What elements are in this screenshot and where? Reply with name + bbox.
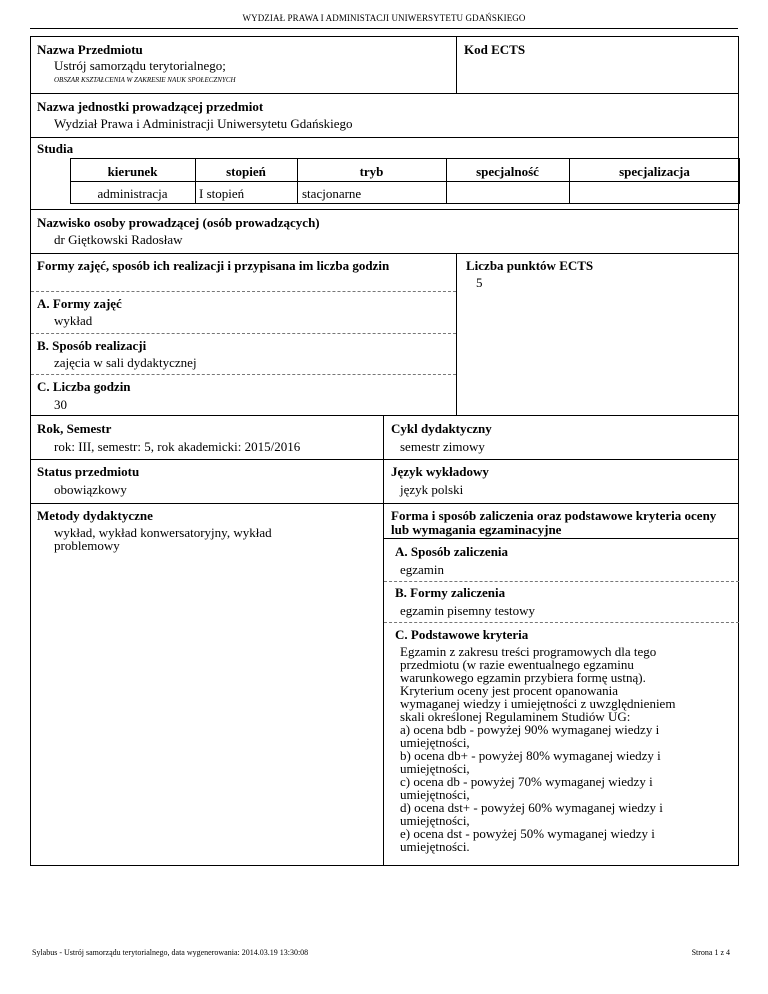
subject-label: Nazwa Przedmiotu <box>37 42 143 57</box>
studies-table-rowline <box>70 181 740 182</box>
status-value: obowiązkowy <box>54 482 127 497</box>
assessment-b-label: B. Formy zaliczenia <box>395 585 506 600</box>
subject-value: Ustrój samorządu terytorialnego; <box>54 58 226 73</box>
cycle-label: Cykl dydaktyczny <box>391 421 492 436</box>
status-label: Status przedmiotu <box>37 464 140 479</box>
footer-left: Sylabus - Ustrój samorządu terytorialnego, data wygenerowania: 2014.03.19 13:30:08 <box>32 948 309 957</box>
criteria-line: przedmiotu (w razie ewentualnego egzaminu <box>400 657 634 672</box>
criteria-line: umiejętności, <box>400 735 470 750</box>
forms-a-label: A. Formy zajęć <box>37 296 122 311</box>
header-rule <box>30 28 738 29</box>
methods-divider <box>383 503 384 866</box>
studies-cell-stopien: I stopień <box>199 186 245 201</box>
studies-col-tryb: tryb <box>359 164 384 179</box>
lecturer-value: dr Giętkowski Radosław <box>54 232 183 247</box>
assessment-a-value: egzamin <box>400 562 445 577</box>
subject-divider <box>456 36 457 94</box>
subject-area: OBSZAR KSZTAŁCENIA W ZAKRESIE NAUK SPOŁECZNYCH <box>54 76 236 84</box>
status-divider <box>383 459 384 504</box>
forms-divider <box>456 253 457 416</box>
forms-b-value: zajęcia w sali dydaktycznej <box>54 355 197 370</box>
studies-cell-kierunek: administracja <box>97 186 168 201</box>
criteria-line: e) ocena dst - powyżej 50% wymaganej wiedzy i <box>400 826 655 841</box>
criteria-line: c) ocena db - powyżej 70% wymaganej wiedzy i <box>400 774 653 789</box>
criteria-line: umiejętności, <box>400 761 470 776</box>
assessment-label: Forma i sposób zaliczenia oraz podstawowe kryteria oceny lub wymagania egzaminacyjne <box>391 508 717 537</box>
language-label: Język wykładowy <box>391 464 489 479</box>
criteria-line: b) ocena db+ - powyżej 80% wymaganej wiedzy i <box>400 748 661 763</box>
language-value: język polski <box>400 482 464 497</box>
criteria-line: a) ocena bdb - powyżej 90% wymaganej wiedzy i <box>400 722 660 737</box>
criteria-line: skali określonej Regulaminem Studiów UG: <box>400 709 631 724</box>
forms-c-value: 30 <box>54 397 67 412</box>
forms-section <box>30 253 739 416</box>
assessment-b-value: egzamin pisemny testowy <box>400 603 536 618</box>
ects-points-label: Liczba punktów ECTS <box>466 258 594 273</box>
assessment-c-label: C. Podstawowe kryteria <box>395 627 529 642</box>
forms-label: Formy zajęć, sposób ich realizacji i przypisana im liczba godzin <box>37 258 390 273</box>
studies-cell-tryb: stacjonarne <box>302 186 362 201</box>
page-header: WYDZIAŁ PRAWA I ADMINISTACJI UNIWERSYTETU GDAŃSKIEGO <box>242 13 526 23</box>
forms-b-label: B. Sposób realizacji <box>37 338 147 353</box>
studies-label: Studia <box>37 141 74 156</box>
criteria-line: warunkowego egzamin przybiera formę ustną). <box>400 670 646 685</box>
forms-c-label: C. Liczba godzin <box>37 379 131 394</box>
ects-code-label: Kod ECTS <box>464 42 526 57</box>
year-label: Rok, Semestr <box>37 421 112 436</box>
forms-a-value: wykład <box>54 313 93 328</box>
studies-col-kierunek: kierunek <box>107 164 158 179</box>
assessment-a-label: A. Sposób zaliczenia <box>395 544 509 559</box>
criteria-line: d) ocena dst+ - powyżej 60% wymaganej wiedzy i <box>400 800 663 815</box>
criteria-line: umiejętności, <box>400 787 470 802</box>
studies-col-specjalnosc: specjalność <box>476 164 539 179</box>
year-value: rok: III, semestr: 5, rok akademicki: 2015/2016 <box>54 439 301 454</box>
methods-label: Metody dydaktyczne <box>37 508 153 523</box>
cycle-value: semestr zimowy <box>400 439 485 454</box>
unit-value: Wydział Prawa i Administracji Uniwersytetu Gdańskiego <box>54 116 353 131</box>
criteria-line: umiejętności. <box>400 839 470 854</box>
unit-label: Nazwa jednostki prowadzącej przedmiot <box>37 99 264 114</box>
methods-value: wykład, wykład konwersatoryjny, wykład problemowy <box>54 525 272 553</box>
studies-col-stopien: stopień <box>226 164 266 179</box>
footer-right: Strona 1 z 4 <box>691 948 730 957</box>
criteria-line: Egzamin z zakresu treści programowych dla tego <box>400 644 657 659</box>
criteria-line: wymaganej wiedzy i umiejętności z uwzględnieniem <box>400 696 676 711</box>
studies-col-specjalizacja: specjalizacja <box>619 164 690 179</box>
year-divider <box>383 415 384 460</box>
lecturer-label: Nazwisko osoby prowadzącej (osób prowadzących) <box>37 215 320 230</box>
criteria-line: umiejętności, <box>400 813 470 828</box>
criteria-line: Kryterium oceny jest procent opanowania <box>400 683 619 698</box>
ects-points-value: 5 <box>476 275 483 290</box>
